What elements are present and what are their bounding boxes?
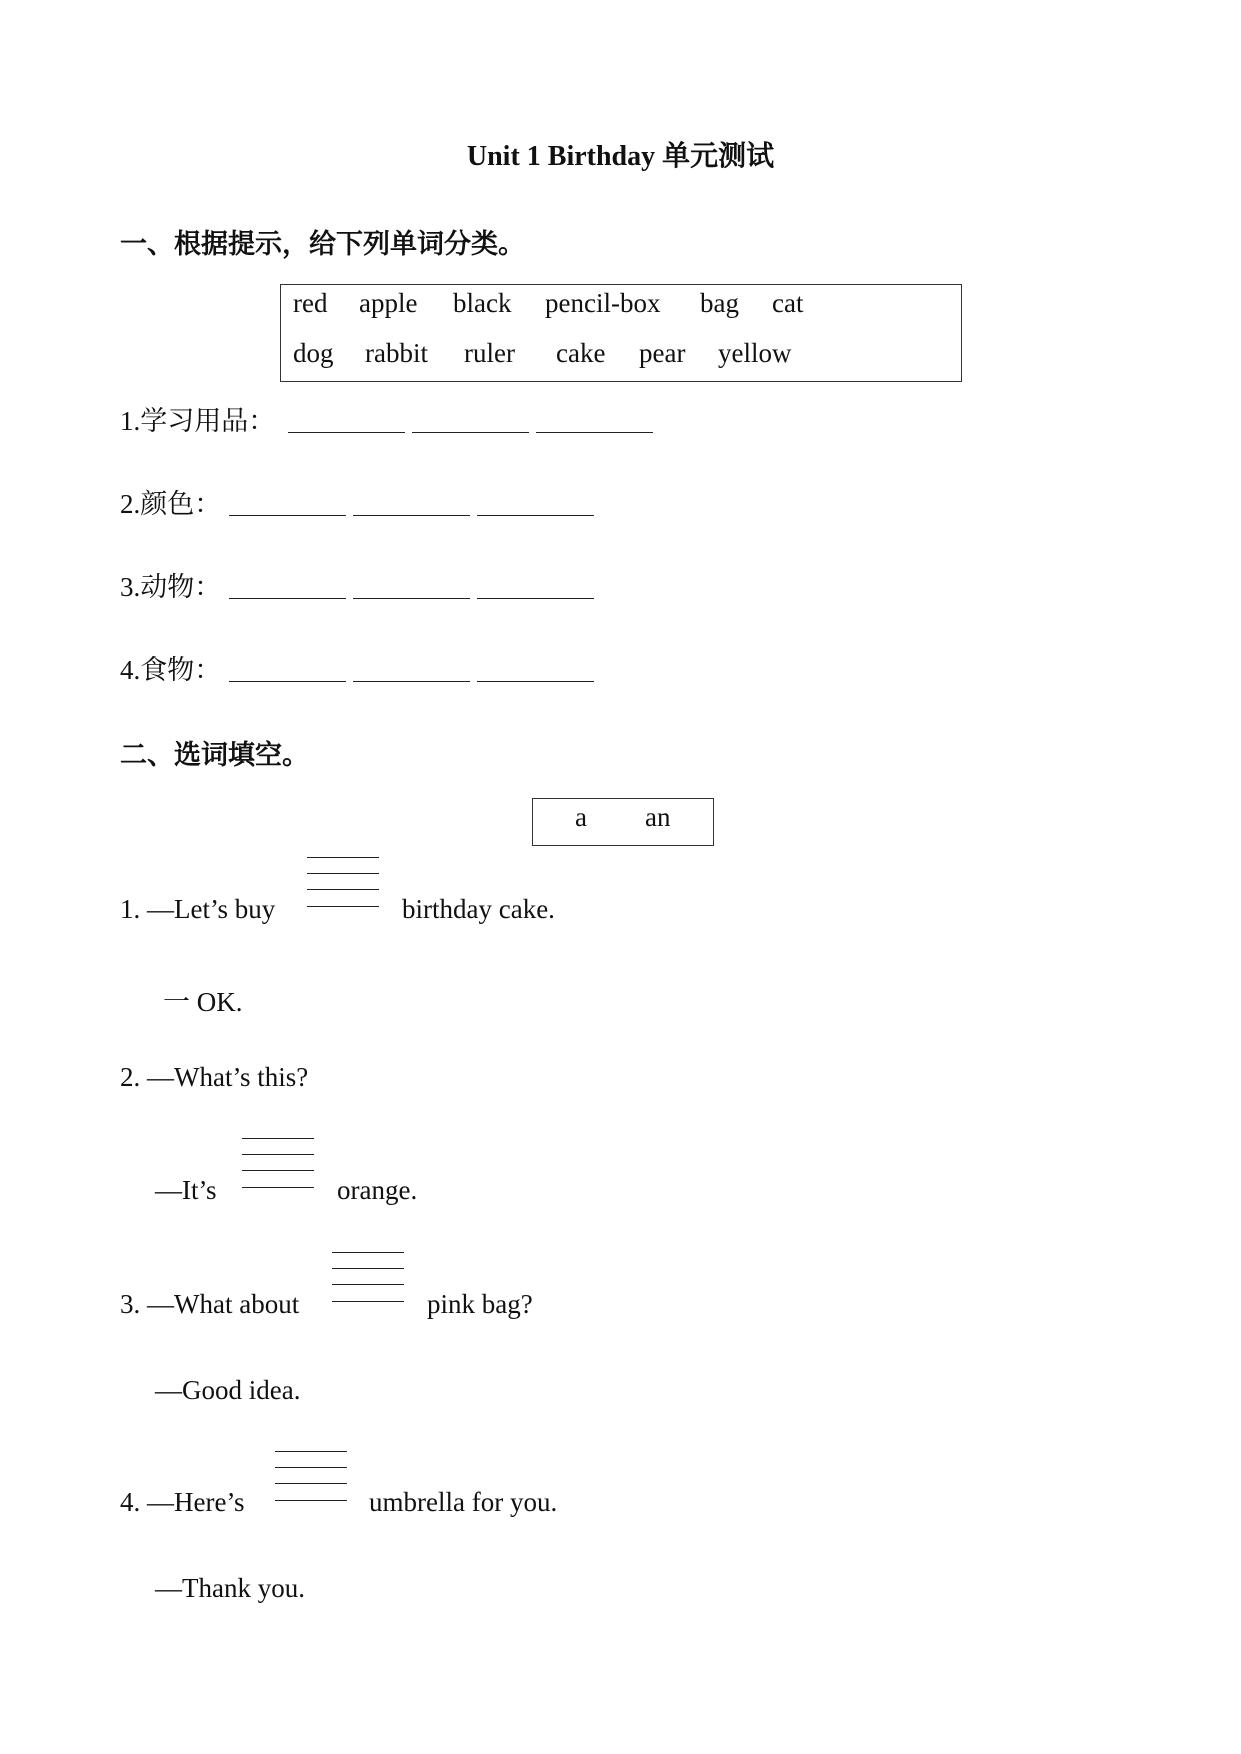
answer-blank[interactable]	[353, 681, 470, 682]
word-bank-word: pear	[639, 338, 686, 368]
question-text: 2. —What’s this?	[120, 1062, 309, 1092]
answer-blank[interactable]	[536, 432, 653, 433]
word-bank-word: bag	[700, 288, 739, 318]
word-bank-word: rabbit	[365, 338, 428, 368]
answer-blank[interactable]	[477, 515, 594, 516]
question-text: pink bag?	[427, 1289, 533, 1319]
answer-blank[interactable]	[229, 515, 346, 516]
answer-text: —Thank you.	[155, 1573, 305, 1603]
question-text: 4. —Here’s	[120, 1487, 245, 1517]
answer-text: —It’s	[155, 1175, 217, 1205]
word-bank-word: dog	[293, 338, 334, 368]
choice-word: a	[575, 802, 587, 832]
choice-word: an	[645, 802, 671, 832]
answer-text: 一 OK.	[163, 987, 243, 1017]
page-title: Unit 1 Birthday 单元测试	[466, 141, 775, 172]
question-text: birthday cake.	[402, 894, 555, 924]
word-bank-word: ruler	[464, 338, 515, 368]
choice-box	[532, 798, 714, 846]
word-bank-box	[280, 284, 962, 382]
section-2-heading: 二、选词填空。	[120, 740, 309, 770]
answer-text: orange.	[337, 1175, 418, 1205]
answer-blank[interactable]	[412, 432, 529, 433]
answer-blank[interactable]	[229, 681, 346, 682]
answer-blank[interactable]	[353, 598, 470, 599]
answer-blank[interactable]	[288, 432, 405, 433]
word-bank-word: cake	[556, 338, 606, 368]
answer-blank[interactable]	[477, 681, 594, 682]
answer-text: —Good idea.	[155, 1375, 301, 1405]
category-label: 1.学习用品：	[120, 406, 276, 436]
answer-blank[interactable]	[229, 598, 346, 599]
question-text: 1. —Let’s buy	[120, 894, 276, 924]
word-bank-word: apple	[359, 288, 418, 318]
word-bank-word: cat	[772, 288, 804, 318]
word-bank-word: black	[453, 288, 512, 318]
word-bank-word: red	[293, 288, 328, 318]
word-bank-word: yellow	[718, 338, 792, 368]
answer-blank[interactable]	[477, 598, 594, 599]
category-label: 3.动物：	[120, 572, 222, 602]
question-text: umbrella for you.	[369, 1487, 558, 1517]
word-bank-word: pencil-box	[545, 288, 661, 318]
section-1-heading: 一、根据提示，给下列单词分类。	[120, 229, 525, 259]
category-label: 4.食物：	[120, 655, 222, 685]
category-label: 2.颜色：	[120, 489, 222, 519]
question-text: 3. —What about	[120, 1289, 300, 1319]
answer-blank[interactable]	[353, 515, 470, 516]
